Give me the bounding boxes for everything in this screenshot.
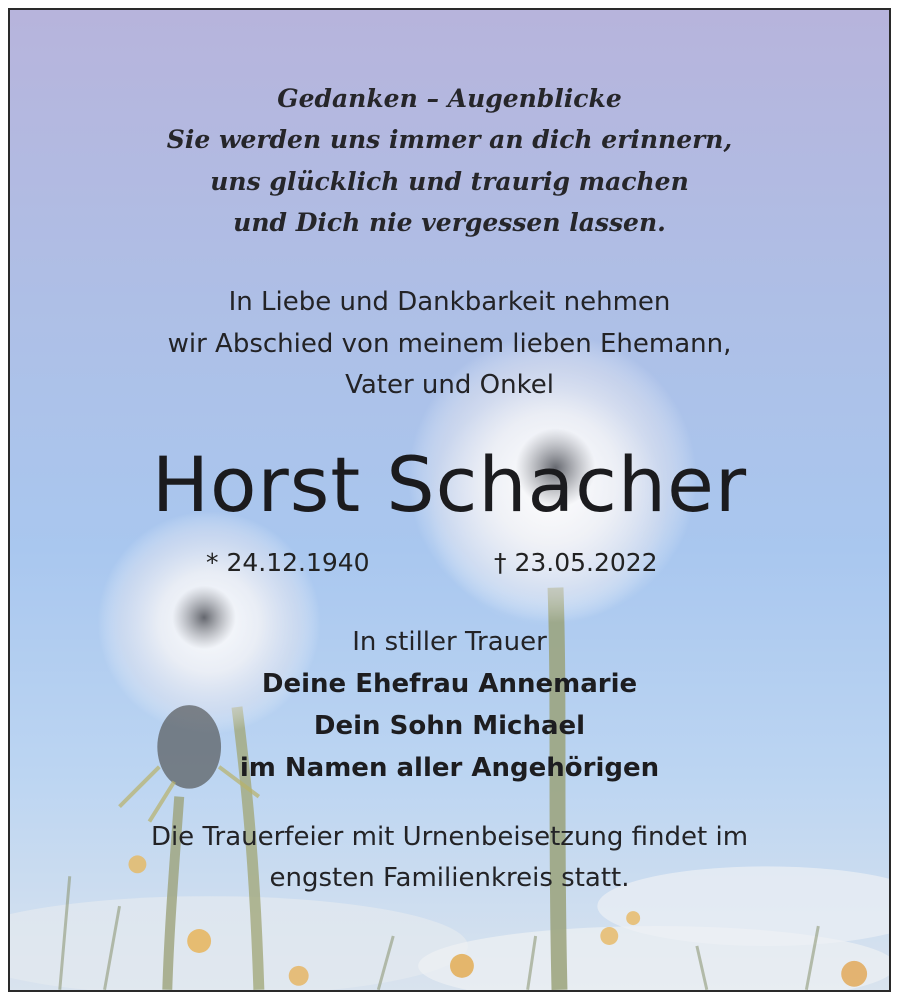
poem-line-4: und Dich nie vergessen lassen. <box>233 208 666 237</box>
obituary-text <box>10 10 889 990</box>
poem-line-1: Gedanken – Augenblicke <box>277 84 622 113</box>
intro-line-1: In Liebe und Dankbarkeit nehmen <box>228 287 671 317</box>
obituary-card <box>8 8 891 992</box>
intro-line-2: wir Abschied von meinem lieben Ehemann, <box>167 329 732 359</box>
death-date: † 23.05.2022 <box>494 548 658 577</box>
intro-line-3: Vater und Onkel <box>345 370 554 400</box>
mourner-2: Dein Sohn Michael <box>313 711 586 741</box>
poem-line-3: uns glücklich und traurig machen <box>210 167 689 196</box>
mourner-1: Deine Ehefrau Annemarie <box>261 669 638 699</box>
birth-date: * 24.12.1940 <box>206 548 370 577</box>
poem-line-2: Sie werden uns immer an dich erinnern, <box>166 125 733 154</box>
deceased-name: Horst Schacher <box>151 440 748 529</box>
mourner-3: im Namen aller Angehörigen <box>239 753 660 783</box>
notice-line-1: Die Trauerfeier mit Urnenbeisetzung findet im <box>150 822 749 852</box>
mourning-intro: In stiller Trauer <box>352 627 547 657</box>
notice-line-2: engsten Familienkreis statt. <box>269 863 630 893</box>
